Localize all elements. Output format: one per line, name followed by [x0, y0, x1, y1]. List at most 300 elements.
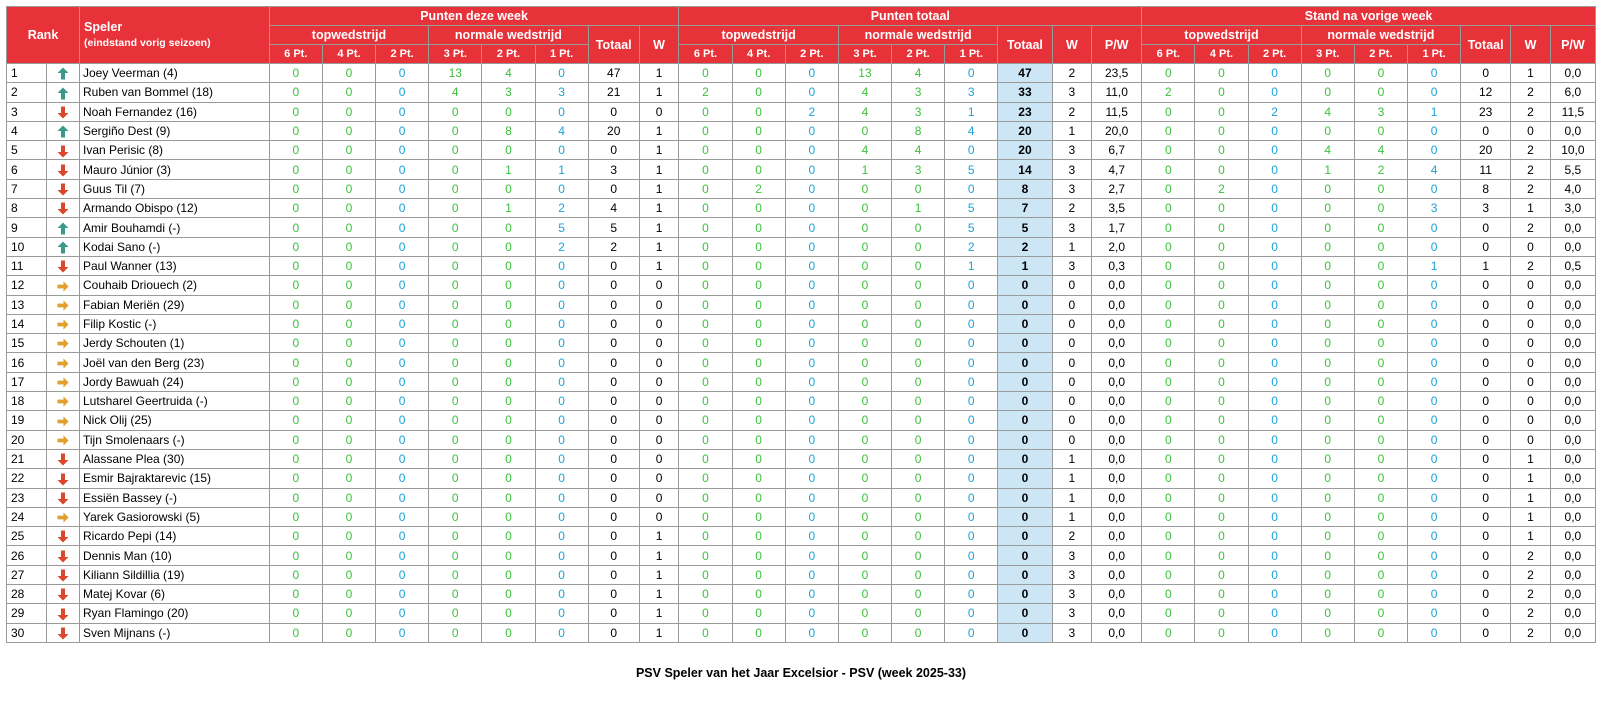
pt4-header[interactable]: 4 Pt. [732, 45, 785, 64]
week-points-cell: 0 [482, 585, 535, 604]
week-total-cell: 0 [588, 565, 639, 584]
trend-cell [46, 314, 79, 333]
player-name[interactable]: Ryan Flamingo (20) [79, 604, 269, 623]
prev-points-cell: 0 [1142, 372, 1195, 391]
prev-points-cell: 2 [1354, 160, 1407, 179]
total-points-cell: 3 [892, 160, 945, 179]
pt2-header[interactable]: 2 Pt. [482, 45, 535, 64]
prev-points-cell: 0 [1407, 449, 1460, 468]
table-row[interactable] [7, 256, 1596, 275]
week-total-cell: 0 [588, 449, 639, 468]
prev-points-cell: 0 [1354, 411, 1407, 430]
total-points-cell: 0 [785, 218, 838, 237]
week-points-cell: 0 [269, 141, 322, 160]
pt2-header[interactable]: 2 Pt. [892, 45, 945, 64]
trend-cell [46, 295, 79, 314]
pt3-header[interactable]: 3 Pt. [838, 45, 891, 64]
week-w-cell: 0 [639, 314, 679, 333]
total-points-cell: 1 [892, 199, 945, 218]
prev-points-cell: 1 [1407, 102, 1460, 121]
total-points-cell: 0 [785, 507, 838, 526]
total-pw-cell: 0,0 [1092, 449, 1142, 468]
prev-w-cell: 2 [1511, 623, 1551, 642]
table-row[interactable] [7, 64, 1596, 83]
player-name[interactable]: Yarek Gasiorowski (5) [79, 507, 269, 526]
week-points-cell: 0 [322, 218, 375, 237]
player-name[interactable]: Filip Kostic (-) [79, 314, 269, 333]
total-points-cell: 0 [892, 585, 945, 604]
total-points-cell: 0 [732, 237, 785, 256]
player-name[interactable]: Lutsharel Geertruida (-) [79, 392, 269, 411]
table-row[interactable] [7, 565, 1596, 584]
week-points-cell: 0 [482, 449, 535, 468]
total-points-cell: 0 [945, 469, 998, 488]
rank-cell: 24 [7, 507, 47, 526]
prev-points-cell: 0 [1195, 585, 1248, 604]
prev-totaal-cell: 12 [1461, 83, 1511, 102]
table-row[interactable] [7, 295, 1596, 314]
table-row[interactable] [7, 585, 1596, 604]
w-header[interactable]: W [639, 26, 679, 64]
prev-points-cell: 0 [1407, 546, 1460, 565]
total-points-cell: 0 [785, 141, 838, 160]
prev-points-cell: 0 [1301, 353, 1354, 372]
rank-cell: 23 [7, 488, 47, 507]
table-row[interactable] [7, 83, 1596, 102]
week-points-cell: 0 [482, 623, 535, 642]
total-totaal-cell: 8 [998, 179, 1052, 198]
week-points-cell: 0 [322, 430, 375, 449]
prev-pw-cell: 0,0 [1550, 527, 1595, 546]
rank-header[interactable]: Rank [7, 7, 80, 64]
week-points-cell: 0 [322, 411, 375, 430]
total-points-cell: 0 [892, 546, 945, 565]
total-points-cell: 0 [838, 411, 891, 430]
totaal-header[interactable]: Totaal [998, 26, 1052, 64]
week-points-cell: 0 [429, 237, 482, 256]
pt6-header[interactable]: 6 Pt. [1142, 45, 1195, 64]
player-name[interactable]: Joël van den Berg (23) [79, 353, 269, 372]
week-points-cell: 0 [429, 411, 482, 430]
player-name[interactable]: Kodai Sano (-) [79, 237, 269, 256]
total-pw-cell: 0,0 [1092, 372, 1142, 391]
trend-cell [46, 507, 79, 526]
trend-cell [46, 604, 79, 623]
table-row[interactable] [7, 102, 1596, 121]
table-row[interactable] [7, 160, 1596, 179]
prev-points-cell: 0 [1354, 604, 1407, 623]
week-total-cell: 0 [588, 372, 639, 391]
prev-points-cell: 0 [1248, 83, 1301, 102]
total-points-cell: 0 [945, 334, 998, 353]
arrow-right-icon [57, 510, 69, 524]
prev-points-cell: 0 [1407, 488, 1460, 507]
total-points-cell: 0 [785, 314, 838, 333]
prev-points-cell: 0 [1407, 585, 1460, 604]
week-points-cell: 0 [269, 604, 322, 623]
total-pw-cell: 0,0 [1092, 353, 1142, 372]
week-points-cell: 0 [429, 276, 482, 295]
table-row[interactable] [7, 237, 1596, 256]
week-points-cell: 0 [376, 353, 429, 372]
week-points-cell: 0 [376, 623, 429, 642]
prev-points-cell: 0 [1248, 623, 1301, 642]
total-points-cell: 0 [785, 585, 838, 604]
prev-points-cell: 0 [1248, 218, 1301, 237]
week-total-cell: 0 [588, 102, 639, 121]
total-points-cell: 0 [732, 488, 785, 507]
prev-points-cell: 0 [1301, 121, 1354, 140]
week-points-cell: 0 [376, 334, 429, 353]
prev-points-cell: 0 [1407, 353, 1460, 372]
player-name[interactable]: Ricardo Pepi (14) [79, 527, 269, 546]
total-totaal-cell: 20 [998, 121, 1052, 140]
total-w-cell: 2 [1052, 199, 1092, 218]
week-points-cell: 0 [269, 121, 322, 140]
prev-points-cell: 0 [1407, 469, 1460, 488]
prev-w-cell: 1 [1511, 507, 1551, 526]
table-row[interactable] [7, 314, 1596, 333]
pt1-header[interactable]: 1 Pt. [1407, 45, 1460, 64]
total-points-cell: 0 [785, 353, 838, 372]
total-points-cell: 0 [785, 199, 838, 218]
prev-points-cell: 0 [1195, 353, 1248, 372]
table-row[interactable] [7, 218, 1596, 237]
player-name[interactable]: Kiliann Sildillia (19) [79, 565, 269, 584]
rank-cell: 3 [7, 102, 47, 121]
prev-points-cell: 0 [1248, 411, 1301, 430]
week-points-cell: 0 [535, 179, 588, 198]
player-name[interactable]: Sergiño Dest (9) [79, 121, 269, 140]
subgroup-normale-wedstrijd: normale wedstrijd [429, 26, 588, 45]
table-row[interactable] [7, 199, 1596, 218]
table-row[interactable] [7, 276, 1596, 295]
prev-totaal-cell: 20 [1461, 141, 1511, 160]
player-name[interactable]: Fabian Meriën (29) [79, 295, 269, 314]
total-totaal-cell: 0 [998, 585, 1052, 604]
prev-w-cell: 1 [1511, 199, 1551, 218]
prev-points-cell: 0 [1407, 334, 1460, 353]
table-row[interactable] [7, 527, 1596, 546]
prev-pw-cell: 0,0 [1550, 392, 1595, 411]
total-points-cell: 0 [838, 314, 891, 333]
speler-header[interactable] [79, 7, 269, 64]
prev-totaal-cell: 0 [1461, 565, 1511, 584]
week-points-cell: 0 [535, 411, 588, 430]
player-name[interactable]: Paul Wanner (13) [79, 256, 269, 275]
week-points-cell: 0 [535, 527, 588, 546]
total-points-cell: 0 [785, 411, 838, 430]
rank-cell: 21 [7, 449, 47, 468]
total-pw-cell: 0,0 [1092, 623, 1142, 642]
player-name[interactable]: Amir Bouhamdi (-) [79, 218, 269, 237]
table-row[interactable] [7, 449, 1596, 468]
player-name[interactable]: Essiën Bassey (-) [79, 488, 269, 507]
arrow-down-icon [57, 182, 69, 196]
total-points-cell: 0 [838, 218, 891, 237]
total-points-cell: 0 [838, 199, 891, 218]
week-total-cell: 0 [588, 430, 639, 449]
prev-w-cell: 0 [1511, 295, 1551, 314]
pt1-header[interactable]: 1 Pt. [535, 45, 588, 64]
week-points-cell: 0 [376, 585, 429, 604]
pt2-header[interactable]: 2 Pt. [376, 45, 429, 64]
prev-pw-cell: 0,0 [1550, 604, 1595, 623]
total-pw-cell: 0,0 [1092, 276, 1142, 295]
week-points-cell: 0 [269, 430, 322, 449]
total-pw-cell: 4,7 [1092, 160, 1142, 179]
prev-points-cell: 0 [1301, 565, 1354, 584]
week-points-cell: 8 [482, 121, 535, 140]
week-points-cell: 0 [429, 565, 482, 584]
rank-cell: 14 [7, 314, 47, 333]
week-total-cell: 0 [588, 623, 639, 642]
rank-cell: 2 [7, 83, 47, 102]
totaal-header[interactable]: Totaal [588, 26, 639, 64]
prev-points-cell: 0 [1301, 469, 1354, 488]
prev-points-cell: 0 [1195, 411, 1248, 430]
total-pw-cell: 0,0 [1092, 392, 1142, 411]
total-totaal-cell: 0 [998, 276, 1052, 295]
table-row[interactable] [7, 141, 1596, 160]
prev-points-cell: 0 [1301, 334, 1354, 353]
table-row[interactable] [7, 353, 1596, 372]
week-points-cell: 0 [429, 121, 482, 140]
week-points-cell: 0 [376, 527, 429, 546]
prev-points-cell: 0 [1354, 469, 1407, 488]
week-points-cell: 0 [322, 121, 375, 140]
total-points-cell: 0 [838, 449, 891, 468]
table-row[interactable] [7, 507, 1596, 526]
prev-totaal-cell: 0 [1461, 64, 1511, 83]
subgroup-topwedstrijd: topwedstrijd [679, 26, 838, 45]
week-points-cell: 0 [269, 179, 322, 198]
week-points-cell: 0 [376, 276, 429, 295]
prev-points-cell: 0 [1407, 623, 1460, 642]
week-points-cell: 0 [322, 237, 375, 256]
prev-points-cell: 0 [1142, 64, 1195, 83]
prev-points-cell: 4 [1407, 160, 1460, 179]
total-totaal-cell: 0 [998, 295, 1052, 314]
prev-points-cell: 0 [1142, 585, 1195, 604]
total-points-cell: 0 [679, 64, 732, 83]
player-name[interactable]: Jerdy Schouten (1) [79, 334, 269, 353]
player-name[interactable]: Noah Fernandez (16) [79, 102, 269, 121]
week-points-cell: 0 [376, 295, 429, 314]
total-points-cell: 0 [892, 527, 945, 546]
pt4-header[interactable]: 4 Pt. [322, 45, 375, 64]
total-points-cell: 0 [785, 179, 838, 198]
total-points-cell: 0 [892, 488, 945, 507]
total-points-cell: 4 [838, 141, 891, 160]
table-row[interactable] [7, 372, 1596, 391]
trend-cell [46, 565, 79, 584]
pw-header[interactable]: P/W [1550, 26, 1595, 64]
table-row[interactable] [7, 469, 1596, 488]
total-points-cell: 0 [785, 565, 838, 584]
table-row[interactable] [7, 604, 1596, 623]
total-totaal-cell: 0 [998, 334, 1052, 353]
trend-cell [46, 353, 79, 372]
total-points-cell: 0 [945, 372, 998, 391]
prev-points-cell: 0 [1301, 585, 1354, 604]
prev-points-cell: 0 [1195, 256, 1248, 275]
player-name[interactable]: Tijn Smolenaars (-) [79, 430, 269, 449]
player-name[interactable]: Guus Til (7) [79, 179, 269, 198]
week-points-cell: 13 [429, 64, 482, 83]
table-row[interactable] [7, 430, 1596, 449]
week-points-cell: 0 [322, 295, 375, 314]
week-points-cell: 0 [322, 102, 375, 121]
arrow-down-icon [57, 626, 69, 640]
pt1-header[interactable]: 1 Pt. [945, 45, 998, 64]
total-points-cell: 0 [945, 546, 998, 565]
prev-points-cell: 0 [1354, 546, 1407, 565]
week-w-cell: 1 [639, 218, 679, 237]
table-row[interactable] [7, 334, 1596, 353]
prev-points-cell: 0 [1195, 121, 1248, 140]
table-row[interactable] [7, 546, 1596, 565]
prev-w-cell: 1 [1511, 64, 1551, 83]
prev-pw-cell: 5,5 [1550, 160, 1595, 179]
prev-points-cell: 0 [1142, 488, 1195, 507]
table-row[interactable] [7, 623, 1596, 642]
table-row[interactable] [7, 411, 1596, 430]
standings-sheet [6, 6, 1596, 680]
week-points-cell: 0 [269, 64, 322, 83]
week-points-cell: 0 [376, 141, 429, 160]
player-name[interactable]: Alassane Plea (30) [79, 449, 269, 468]
prev-pw-cell: 0,0 [1550, 623, 1595, 642]
trend-cell [46, 488, 79, 507]
week-points-cell: 0 [269, 392, 322, 411]
total-points-cell: 0 [679, 160, 732, 179]
prev-totaal-cell: 0 [1461, 353, 1511, 372]
prev-points-cell: 0 [1354, 353, 1407, 372]
week-total-cell: 5 [588, 218, 639, 237]
total-points-cell: 0 [732, 546, 785, 565]
prev-points-cell: 0 [1142, 121, 1195, 140]
prev-points-cell: 4 [1301, 102, 1354, 121]
pt3-header[interactable]: 3 Pt. [1301, 45, 1354, 64]
player-name[interactable]: Ivan Perisic (8) [79, 141, 269, 160]
prev-points-cell: 0 [1407, 527, 1460, 546]
pt2-header[interactable]: 2 Pt. [1248, 45, 1301, 64]
rank-cell: 16 [7, 353, 47, 372]
week-points-cell: 0 [269, 411, 322, 430]
week-points-cell: 0 [429, 372, 482, 391]
total-points-cell: 0 [892, 237, 945, 256]
prev-pw-cell: 0,0 [1550, 218, 1595, 237]
total-points-cell: 0 [838, 334, 891, 353]
week-points-cell: 0 [376, 372, 429, 391]
prev-points-cell: 0 [1195, 488, 1248, 507]
total-points-cell: 0 [838, 585, 891, 604]
subgroup-topwedstrijd: topwedstrijd [269, 26, 428, 45]
prev-points-cell: 0 [1301, 604, 1354, 623]
total-points-cell: 0 [732, 469, 785, 488]
speler-header-label: Speler [83, 19, 123, 34]
player-name[interactable]: Couhaib Driouech (2) [79, 276, 269, 295]
total-points-cell: 0 [892, 179, 945, 198]
table-row[interactable] [7, 179, 1596, 198]
prev-points-cell: 0 [1142, 546, 1195, 565]
player-name[interactable]: Sven Mijnans (-) [79, 623, 269, 642]
prev-pw-cell: 0,0 [1550, 430, 1595, 449]
week-points-cell: 0 [376, 565, 429, 584]
total-points-cell: 0 [785, 237, 838, 256]
week-total-cell: 20 [588, 121, 639, 140]
player-name[interactable]: Nick Olij (25) [79, 411, 269, 430]
player-name[interactable]: Esmir Bajraktarevic (15) [79, 469, 269, 488]
pt3-header[interactable]: 3 Pt. [429, 45, 482, 64]
total-totaal-cell: 0 [998, 353, 1052, 372]
week-points-cell: 0 [482, 237, 535, 256]
total-points-cell: 0 [679, 295, 732, 314]
totaal-header[interactable]: Totaal [1461, 26, 1511, 64]
prev-points-cell: 0 [1407, 430, 1460, 449]
prev-totaal-cell: 0 [1461, 334, 1511, 353]
player-name[interactable]: Armando Obispo (12) [79, 199, 269, 218]
subgroup-topwedstrijd: topwedstrijd [1142, 26, 1301, 45]
total-w-cell: 1 [1052, 469, 1092, 488]
prev-points-cell: 0 [1248, 430, 1301, 449]
rank-cell: 7 [7, 179, 47, 198]
total-points-cell: 0 [945, 314, 998, 333]
rank-cell: 8 [7, 199, 47, 218]
week-points-cell: 0 [322, 546, 375, 565]
pt6-header[interactable]: 6 Pt. [269, 45, 322, 64]
player-name[interactable]: Dennis Man (10) [79, 546, 269, 565]
rank-cell: 15 [7, 334, 47, 353]
prev-totaal-cell: 0 [1461, 392, 1511, 411]
total-totaal-cell: 0 [998, 565, 1052, 584]
prev-pw-cell: 0,0 [1550, 276, 1595, 295]
total-points-cell: 0 [892, 295, 945, 314]
table-row[interactable] [7, 392, 1596, 411]
total-points-cell: 0 [945, 488, 998, 507]
total-points-cell: 2 [945, 237, 998, 256]
w-header[interactable]: W [1052, 26, 1092, 64]
prev-totaal-cell: 3 [1461, 199, 1511, 218]
total-w-cell: 2 [1052, 102, 1092, 121]
pt2-header[interactable]: 2 Pt. [785, 45, 838, 64]
total-points-cell: 0 [785, 430, 838, 449]
prev-w-cell: 0 [1511, 121, 1551, 140]
player-name[interactable]: Joey Veerman (4) [79, 64, 269, 83]
total-points-cell: 0 [838, 372, 891, 391]
pt2-header[interactable]: 2 Pt. [1354, 45, 1407, 64]
player-name[interactable]: Mauro Júnior (3) [79, 160, 269, 179]
pt6-header[interactable]: 6 Pt. [679, 45, 732, 64]
pw-header[interactable]: P/W [1092, 26, 1142, 64]
player-name[interactable]: Matej Kovar (6) [79, 585, 269, 604]
week-total-cell: 0 [588, 334, 639, 353]
prev-totaal-cell: 0 [1461, 469, 1511, 488]
pt4-header[interactable]: 4 Pt. [1195, 45, 1248, 64]
prev-points-cell: 0 [1142, 199, 1195, 218]
player-name[interactable]: Jordy Bawuah (24) [79, 372, 269, 391]
table-row[interactable] [7, 488, 1596, 507]
prev-points-cell: 0 [1195, 527, 1248, 546]
total-w-cell: 3 [1052, 141, 1092, 160]
arrow-down-icon [57, 529, 69, 543]
total-points-cell: 0 [892, 314, 945, 333]
w-header[interactable]: W [1511, 26, 1551, 64]
table-row[interactable] [7, 121, 1596, 140]
prev-points-cell: 0 [1407, 276, 1460, 295]
player-name[interactable]: Ruben van Bommel (18) [79, 83, 269, 102]
